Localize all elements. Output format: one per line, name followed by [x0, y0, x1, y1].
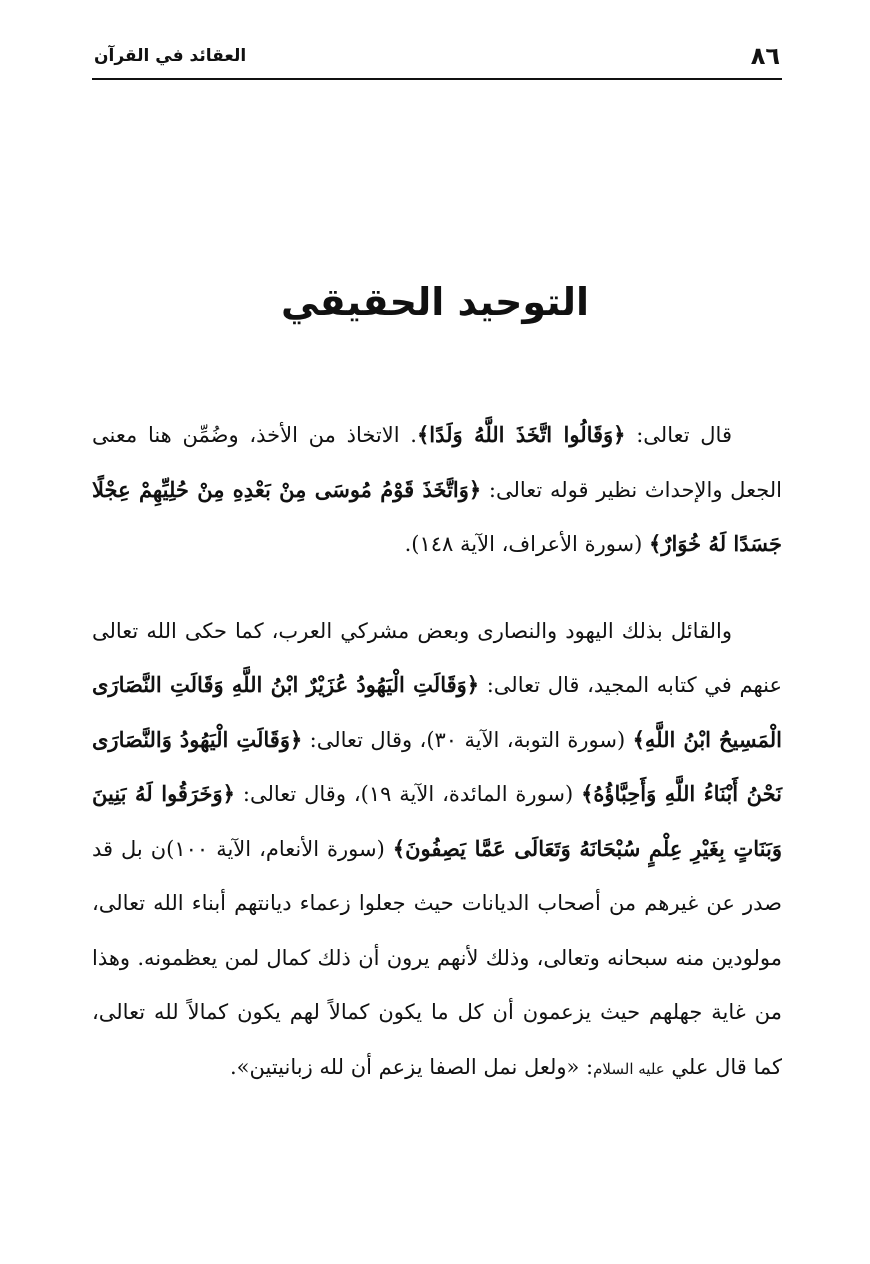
- text-segment: والقائل بذلك اليهود والنصارى وبعض مشركي العرب، كما حكى الله تعالى عنهم في كتابه المجيد، قال تعالى:: [92, 618, 782, 697]
- paragraph-1: [92, 408, 782, 572]
- quran-verse: ﴿وَاتَّخَذَ قَوْمُ مُوسَى مِنْ بَعْدِهِ مِنْ حُلِيِّهِمْ عِجْلًا جَسَدًا لَهُ خُوَارٌ﴾: [92, 476, 782, 556]
- text-segment: (سورة الأنعام، الآية ١٠٠)ن بل قد صدر عن غيرهم من أصحاب الديانات حيث جعلوا زعماء ديانتهم أبناء الله تعالى، مولودين منه سبحانه وتعالى، وذلك لأنهم يرون أن ذلك كمال لمن يعظمونه. وهذا من غاية جهلهم حيث يزعمون أن كل ما يكون كمالاً لهم يكون كمالاً لله تعالى، كما قال علي: [92, 836, 782, 1079]
- quran-verse: ﴿وَقَالُوا اتَّخَذَ اللَّهُ وَلَدًا﴾: [417, 422, 626, 447]
- page-header: [92, 40, 782, 80]
- body-text: [92, 408, 782, 1096]
- quran-verse: ﴿وَقَالَتِ الْيَهُودُ وَالنَّصَارَى نَحْنُ أَبْنَاءُ اللَّهِ وَأَحِبَّاؤُهُ﴾: [92, 726, 782, 806]
- text-segment: : «ولعل نمل الصفا يزعم أن لله زبانيتين».: [230, 1054, 594, 1079]
- text-segment: (سورة التوبة، الآية ٣٠)، وقال تعالى:: [302, 727, 633, 752]
- text-segment: (سورة الأعراف، الآية ١٤٨).: [404, 532, 650, 556]
- honorific: عليه السلام: [593, 1059, 665, 1078]
- text-segment: . الاتخاذ من الأخذ، وضُمِّن هنا معنى الجعل والإحداث نظير قوله تعالى:: [92, 423, 783, 502]
- text-segment: (سورة المائدة، الآية ١٩)، وقال تعالى:: [234, 782, 582, 806]
- page-number: ٨٦: [750, 42, 780, 70]
- quran-verse: ﴿وَخَرَقُوا لَهُ بَنِينَ وَبَنَاتٍ بِغَيْرِ عِلْمٍ سُبْحَانَهُ وَتَعَالَى عَمَّا يَصِفُونَ﴾: [92, 781, 782, 861]
- running-title: العقائد في القرآن: [94, 46, 247, 66]
- quran-verse: ﴿وَقَالَتِ الْيَهُودُ عُزَيْرٌ ابْنُ اللَّهِ وَقَالَتِ النَّصَارَى الْمَسِيحُ ابْنُ اللَّهِ﴾: [92, 672, 783, 752]
- chapter-title: التوحيد الحقيقي: [280, 280, 590, 324]
- paragraph-2: [92, 604, 782, 1097]
- text-segment: قال تعالى:: [625, 423, 732, 447]
